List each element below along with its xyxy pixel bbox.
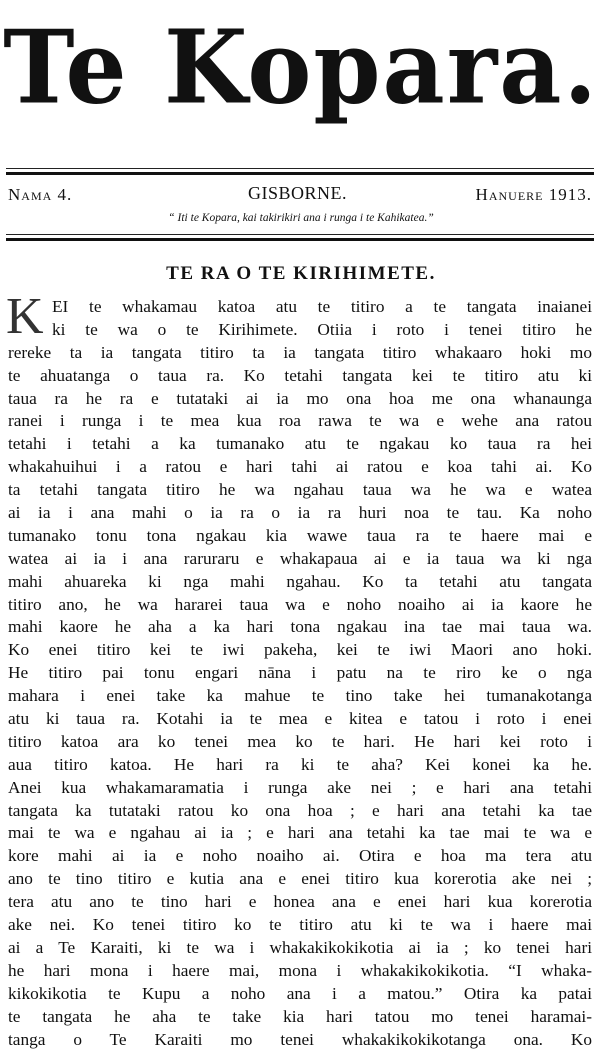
- issue-date: Hanuere 1913.: [476, 185, 592, 205]
- article-line: tangata ka tutataki ratou ko ona hoa ; e hari ana tetahi ka tae: [8, 800, 592, 823]
- article-line: ake nei. Ko tenei titiro ko te titiro atu ki te wa i haere mai: [8, 914, 592, 937]
- issue-number: Nama 4.: [8, 185, 72, 205]
- article-line: te tangata he aha te take kia hari tatou mo tenei haramai-: [8, 1006, 592, 1029]
- article-line: watea ai ia i ana raruraru e whakapaua ai e ia taua wa ki nga: [8, 548, 592, 571]
- article-line: EI te whakamau katoa atu te titiro a te tangata inaianei: [8, 296, 592, 319]
- article-line: rereke ta ia tangata titiro ta ia tangata titiro whakaaro hoki mo: [8, 342, 592, 365]
- article-line: mahi ahuareka ki nga mahi ngahau. Ko ta tetahi atu tangata: [8, 571, 592, 594]
- top-rule-thin: [6, 168, 594, 169]
- article-line: kikokikotia te Kupu a noho ana i a matou.” Otira ka patai: [8, 983, 592, 1006]
- article-line: ta tetahi tangata titiro he wa ngahau taua wa he wa e watea: [8, 479, 592, 502]
- article-line: ai a Te Karaiti, ki te wa i whakakikokikotia ai ia ; ko tenei hari: [8, 937, 592, 960]
- drop-cap: K: [6, 294, 44, 340]
- article-line: ai ia i ana mahi o ia ra o ia ra huri noa te tau. Ka noho: [8, 502, 592, 525]
- article-line: he hari mona i haere mai, mona i whakakikokikotia. “I whaka-: [8, 960, 592, 983]
- article-line: tanga o Te Karaiti mo tenei whakakikokikotanga ona. Ko: [8, 1029, 592, 1051]
- article-line: taua ra he ra e tutataki ai ia mo ona hoa me ona whanaunga: [8, 388, 592, 411]
- issue-place: GISBORNE.: [248, 183, 347, 204]
- article-headline: TE RA O TE KIRIHIMETE.: [0, 263, 602, 285]
- article-line: tetahi i tetahi a ka tumanako atu te ngakau ko taua ra hei: [8, 433, 592, 456]
- article-line: mai te wa e ngahau ai ia ; e hari ana tetahi ka tae mai te wa e: [8, 822, 592, 845]
- article-line: Anei kua whakamaramatia i runga ake nei ; e hari ana tetahi: [8, 777, 592, 800]
- article-line: ranei i runga i te mea kua roa rawa te wa e wehe ana ratou: [8, 410, 592, 433]
- motto: “ Iti te Kopara, kai takirikiri ana i runga i te Kahikatea.”: [0, 212, 602, 224]
- article-line: He titiro pai tonu engari nāna i patu na te riro ke o nga: [8, 662, 592, 685]
- article-line: titiro katoa ara ko tenei mea ko te hari. He hari kei roto i: [8, 731, 592, 754]
- motto-rule-thin: [6, 234, 594, 235]
- motto-rule-thick: [6, 238, 594, 241]
- issue-bar: [8, 183, 592, 209]
- article-line: titiro ano, he wa hararei taua wa e noho noaiho ai ia kaore he: [8, 594, 592, 617]
- masthead-title: Te Kopara.: [0, 3, 602, 133]
- article-line: te ahuatanga o taua ra. Ko tetahi tangata kei te titiro atu ki: [8, 365, 592, 388]
- article-line: aua titiro katoa. He hari ra ki te aha? Kei konei ka he.: [8, 754, 592, 777]
- article-line: tera atu ano te tino hari e honea ana e enei hari kua korerotia: [8, 891, 592, 914]
- article-line: ki te wa o te Kirihimete. Otiia i roto i tenei titiro he: [8, 319, 592, 342]
- article-line: mahi kaore he aha a ka hari tona ngakau ina tae mai taua wa.: [8, 616, 592, 639]
- article-line: atu ki taua ra. Kotahi ia te mea e kitea e tatou i roto i enei: [8, 708, 592, 731]
- article-line: whakahuihui i a ratou e hari tahi ai ratou e koa tahi ai. Ko: [8, 456, 592, 479]
- article-line: tumanako tonu tona ngakau kia wawe taua ra te haere mai e: [8, 525, 592, 548]
- top-rule-thick: [6, 172, 594, 175]
- article-line: mahara i enei take ka mahue te tino take hei tumanakotanga: [8, 685, 592, 708]
- article-line: Ko enei titiro kei te iwi pakeha, kei te iwi Maori ano hoki.: [8, 639, 592, 662]
- article-line: ano te tino titiro e kutia ana e enei titiro kua korerotia ake nei ;: [8, 868, 592, 891]
- article-line: kore mahi ai ia e noho noaiho ai. Otira e hoa ma tera atu: [8, 845, 592, 868]
- article-body: [8, 296, 592, 1051]
